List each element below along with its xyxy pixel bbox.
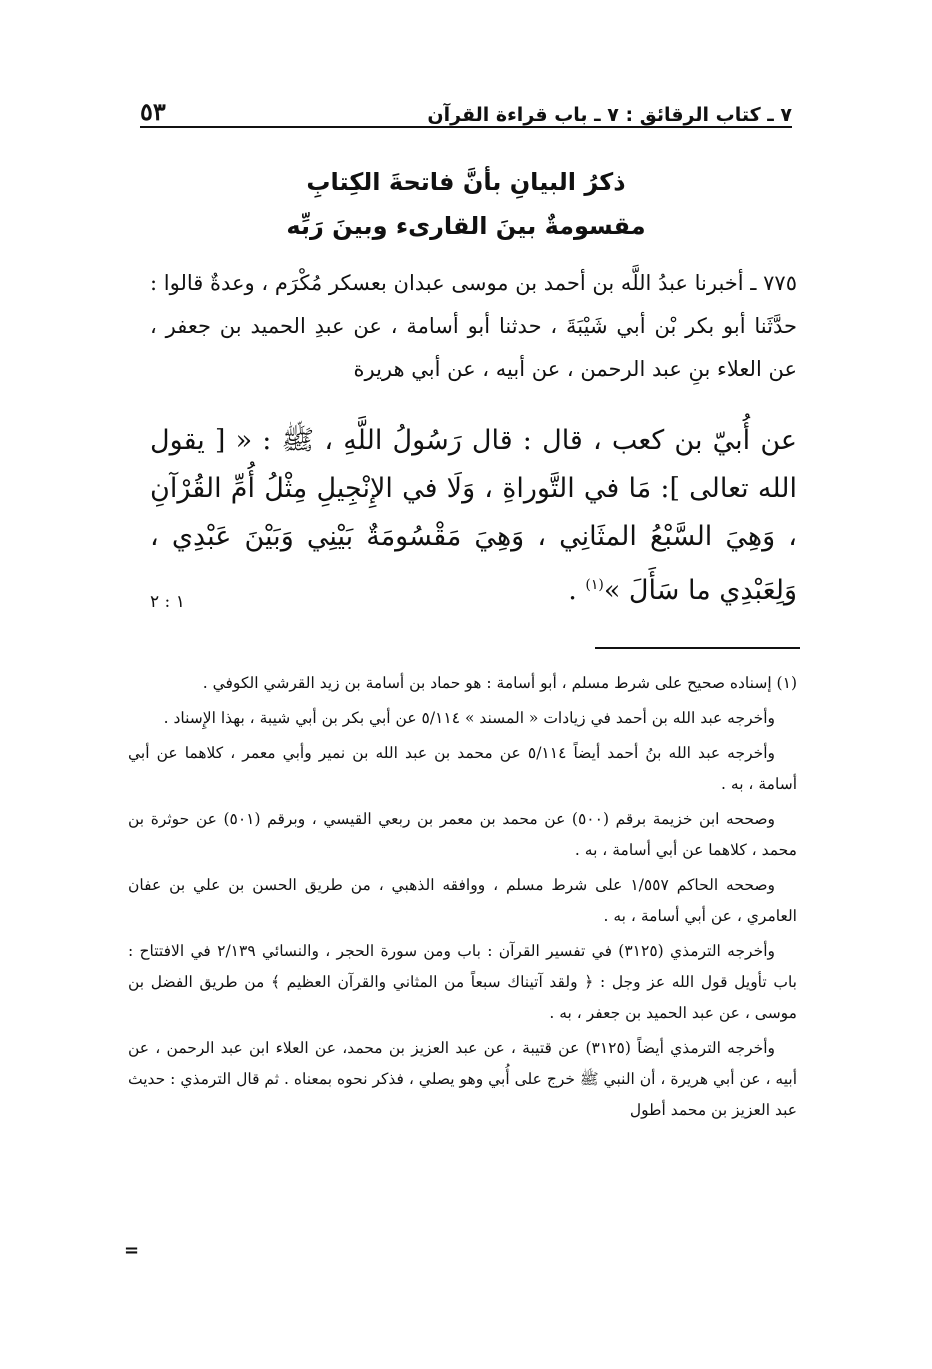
footnote-paragraph: وصححه ابن خزيمة برقم (٥٠٠) عن محمد بن معمر بن ربعي القيسي ، وبرقم (٥٠١) عن حوثرة بن محمد ، كلاهما عن أبي أسامة ، به . xyxy=(128,810,797,859)
cross-reference-mark: ١ : ٢ xyxy=(150,592,185,612)
heading-line-2: مقسومةٌ بينَ القارىء وبينَ رَبِّه xyxy=(286,212,646,240)
matn-end-mark: . xyxy=(568,575,586,606)
hadith-matn-block xyxy=(150,417,797,615)
footnote-reference: (١) xyxy=(585,577,604,593)
running-head: ٧ ـ كتاب الرقائق : ٧ ـ باب قراءة القرآن xyxy=(427,104,792,126)
footnote-paragraph: وأخرجه الترمذي (٣١٢٥) في تفسير القرآن : باب ومن سورة الحجر ، والنسائي ٢/١٣٩ في الافتتاح : باب تأويل قول الله عز وجل : ﴿ ولقد آتيناك سبعاً من المثاني والقرآن العظيم ﴾ من طريق الفضل بن موسى ، عن عبد الحميد بن جعفر ، به . xyxy=(128,942,797,1022)
footnote-paragraph: وصححه الحاكم ١/٥٥٧ على شرط مسلم ، ووافقه الذهبي ، من طريق الحسن بن علي بن عفان العامري ، عن أبي أسامة ، به . xyxy=(128,876,797,925)
heading-line-1: ذكرُ البيانِ بأنَّ فاتحةَ الكِتابِ xyxy=(306,168,626,196)
hadith-isnad: ٧٧٥ ـ أخبرنا عبدُ اللَّه بن أحمد بن موسى عبدان بعسكر مُكْرَم ، وعدةٌ قالوا : حدَّثَنا أبو بكر بْن أبي شَيْبَةَ ، حدثنا أبو أسامة ، عن عبدِ الحميد بن جعفر ، عن العلاء بنِ عبد الرحمن ، عن أبيه ، عن أبي هريرة xyxy=(150,271,797,381)
continuation-mark: = xyxy=(124,1240,140,1261)
page-number: ٥٣ xyxy=(140,97,166,126)
footnote-paragraph: وأخرجه الترمذي أيضاً (٣١٢٥) عن قتيبة ، عن عبد العزيز بن محمد، عن العلاء ابن عبد الرحمن ، عن أبيه ، عن أبي هريرة ، أن النبي ﷺ خرج على أُبي وهو يصلي ، فذكر نحوه بمعناه . ثم قال الترمذي : حديث عبد العزيز بن محمد أطول xyxy=(128,1039,797,1119)
footnote-paragraph: (١) إسناده صحيح على شرط مسلم ، أبو أسامة : هو حماد بن أسامة بن زيد القرشي الكوفي . xyxy=(202,674,797,692)
footnotes xyxy=(128,668,797,1130)
page-header xyxy=(140,88,792,128)
footnote-paragraph: وأخرجه عبد الله بن أحمد في زيادات « المسند » ٥/١١٤ عن أبي بكر بن أبي شيبة ، بهذا الإِسناد . xyxy=(163,709,775,727)
hadith-matn: عن أُبيّ بن كعب ، قال : قال رَسُولُ اللَّهِ ، ﷺ : « [ يقول الله تعالى ]: مَا في التَّوراةِ ، وَلَا في الإِنْجِيلِ مِثْلُ أُمِّ القُرْآنِ ، وَهِيَ السَّبْعُ المثَانِي ، وَهِيَ مَقْسُومَةٌ بَيْنِي وَبَيْنَ عَبْدِي ، وَلِعَبْدِي ما سَأَلَ » xyxy=(150,425,797,606)
footnote-paragraph: وأخرجه عبد الله بنُ أحمد أيضاً ٥/١١٤ عن محمد بن عبد الله بن نمير وأبي معمر ، كلاهما عن أبي أسامة ، به . xyxy=(128,744,797,793)
footnote-separator xyxy=(595,647,800,649)
hadith-text xyxy=(150,262,797,615)
chapter-heading xyxy=(140,160,792,248)
